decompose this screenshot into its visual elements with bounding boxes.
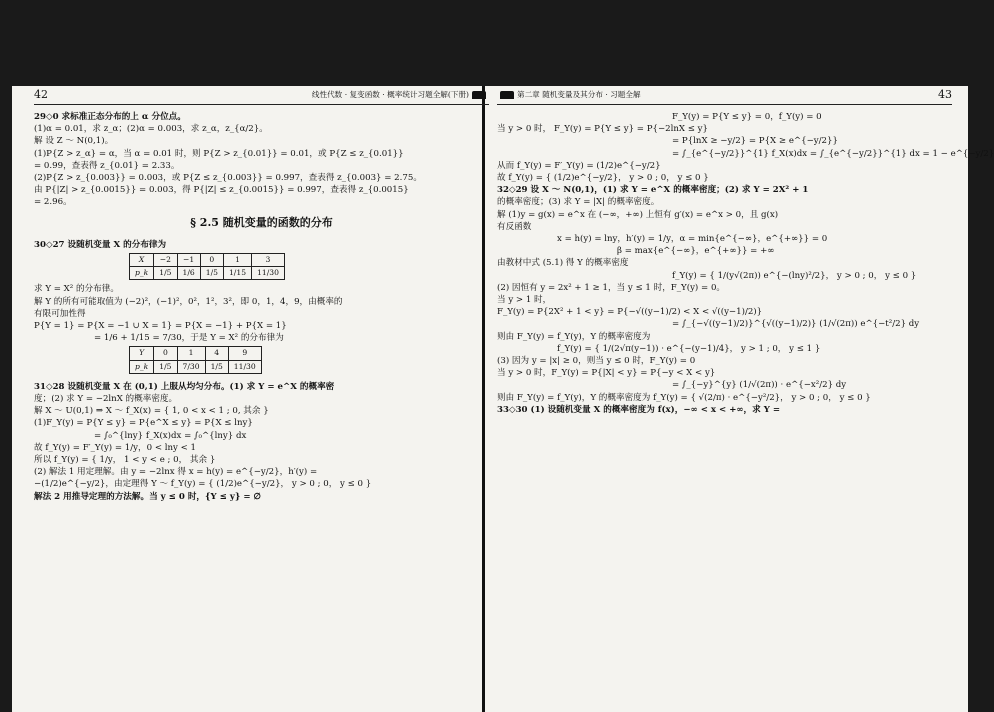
text-line: 求 Y = X² 的分布律。: [34, 284, 119, 295]
table-cell: 1/15: [223, 267, 251, 280]
text-line: β = max{e^{−∞}，e^{+∞}} = +∞: [617, 246, 775, 257]
right-page: [497, 86, 994, 706]
text-line: 32◇29 设 X ～ N(0,1)，(1) 求 Y = e^X 的概率密度；(2) 求 Y = 2X² + 1: [497, 185, 809, 196]
table-cell: 11/30: [252, 267, 285, 280]
left-page-header: [34, 86, 489, 105]
text-line: 的概率密度；(3) 求 Y = |X| 的概率密度。: [497, 197, 660, 208]
text-line: P{Y = 1} = P{X = −1 ∪ X = 1} = P{X = −1} + P{X = 1}: [34, 321, 287, 332]
text-line: (3) 因为 y = |x| ≥ 0，则当 y ≤ 0 时，F_Y(y) = 0: [497, 356, 696, 367]
table-cell: 1/5: [200, 267, 223, 280]
text-line: (2) 因恒有 y = 2x² + 1 ≥ 1，当 y ≤ 1 时，F_Y(y) = 0。: [497, 282, 726, 293]
text-line: = 0.99，查表得 z_{0.01} = 2.33。: [34, 160, 180, 171]
graduation-cap-icon: [500, 91, 514, 99]
text-line: 度；(2) 求 Y = −2lnX 的概率密度。: [34, 394, 178, 405]
text-line: 解 设 Z ～ N(0,1)。: [34, 136, 114, 147]
page-number: 43: [938, 87, 952, 101]
text-line: x = h(y) = lny，h′(y) = 1/y，α = min{e^{−∞}，e^{+∞}} = 0: [557, 234, 828, 245]
text-line: 当 y > 1 时，: [497, 295, 552, 306]
text-line: 30◇27 设随机变量 X 的分布律为: [34, 239, 167, 250]
table-cell: p_k: [130, 360, 154, 373]
table-cell: X: [130, 254, 154, 267]
text-line: 则由 F_Y(y) = f_Y(y)，Y 的概率密度为 f_Y(y) = { √(2/π) · e^{−y²/2}， y > 0 ; 0， y ≤ 0 }: [497, 392, 871, 403]
text-line: f_Y(y) = { 1/(2√π(y−1)) · e^{−(y−1)/4}， y > 1 ; 0， y ≤ 1 }: [557, 343, 821, 354]
text-line: (2)P{Z > z_{0.003}} = 0.003，或 P{Z ≤ z_{0.003}} = 0.997，查表得 z_{0.003} = 2.75。: [34, 173, 422, 184]
table-cell: −2: [154, 254, 177, 267]
table-cell: 0: [200, 254, 223, 267]
graduation-cap-icon: [472, 91, 486, 99]
left-block-d: [34, 381, 489, 503]
text-line: 解 (1)y = g(x) = e^x 在 (−∞，+∞) 上恒有 g′(x) = e^x > 0，且 g(x): [497, 209, 779, 220]
left-block-c: [34, 283, 489, 344]
table-cell: Y: [130, 347, 154, 360]
page-number: 42: [34, 87, 48, 101]
text-line: = ∫₀^{lny} f_X(x)dx = ∫₀^{lny} dx: [94, 430, 247, 441]
table-row: [130, 360, 262, 373]
table-cell: 1/5: [154, 267, 177, 280]
text-line: 29◇0 求标准正态分布的上 α 分位点。: [34, 112, 186, 122]
text-line: (1)F_Y(y) = P{Y ≤ y} = P{e^X ≤ y} = P{X ≤ lny}: [34, 418, 253, 429]
left-block-a: [34, 111, 489, 209]
text-line: 所以 f_Y(y) = { 1/y， 1 < y < e ; 0， 其余 }: [34, 455, 216, 466]
text-line: F_Y(y) = P{Y ≤ y} = 0，f_Y(y) = 0: [672, 112, 822, 122]
text-line: f_Y(y) = { 1/(y√(2π)) e^{−(lny)²/2}， y > 0 ; 0， y ≤ 0 }: [672, 270, 917, 281]
text-line: 由 P{|Z| > z_{0.0015}} = 0.003，得 P{|Z| ≤ z_{0.0015}} = 0.997，查表得 z_{0.0015}: [34, 185, 409, 196]
text-line: 当 y > 0 时，F_Y(y) = P{|X| < y} = P{−y < X < y}: [497, 368, 716, 379]
text-line: = ∫_{e^{−y/2}}^{1} f_X(x)dx = ∫_{e^{−y/2}}^{1} dx = 1 − e^{−y/2}: [672, 148, 994, 159]
text-line: 当 y > 0 时， F_Y(y) = P{Y ≤ y} = P{−2lnX ≤ y}: [497, 124, 709, 135]
text-line: 有限可加性得: [34, 308, 86, 319]
text-line: = 1/6 + 1/15 = 7/30，于是 Y = X² 的分布律为: [94, 333, 284, 344]
table-cell: 1: [177, 347, 205, 360]
text-line: 从而 f_Y(y) = F′_Y(y) = (1/2)e^{−y/2}: [497, 160, 661, 171]
text-line: = P{lnX ≥ −y/2} = P{X ≥ e^{−y/2}}: [672, 136, 838, 147]
table-cell: 4: [205, 347, 228, 360]
table-cell: 1/6: [177, 267, 200, 280]
running-title: 第二章 随机变量及其分布 · 习题全解: [497, 89, 641, 101]
text-line: (1)α = 0.01，求 z_α；(2)α = 0.003，求 z_α，z_{α/2}。: [34, 124, 268, 135]
text-line: 解 Y 的所有可能取值为 (−2)²，(−1)²，0²，1²，3²，即 0，1，4，9，由概率的: [34, 296, 343, 307]
table-cell: 11/30: [228, 360, 261, 373]
table-row: [130, 347, 262, 360]
text-line: 解 X ～ U(0,1) ⇒ X ～ f_X(x) = { 1, 0 < x < 1 ; 0, 其余 }: [34, 406, 269, 417]
text-line: 故 f_Y(y) = F′_Y(y) = 1/y，0 < lny < 1: [34, 442, 197, 453]
running-title: 线性代数 · 复变函数 · 概率统计习题全解(下册): [312, 89, 489, 101]
text-line: (1)P{Z > z_α} = α，当 α = 0.01 时，则 P{Z > z_{0.01}} = 0.01，或 P{Z ≤ z_{0.01}}: [34, 148, 404, 159]
text-line: 31◇28 设随机变量 X 在 (0,1) 上服从均匀分布。(1) 求 Y = e^X 的概率密: [34, 381, 335, 392]
book-spread: [12, 86, 994, 712]
text-line: 有反函数: [497, 221, 532, 232]
text-line: 由教材中式 (5.1) 得 Y 的概率密度: [497, 258, 629, 269]
table-cell: 1: [223, 254, 251, 267]
distribution-table-y: [129, 346, 262, 373]
distribution-table-x: [129, 253, 285, 280]
table-cell: 9: [228, 347, 261, 360]
left-block-b: [34, 239, 489, 251]
table-cell: 3: [252, 254, 285, 267]
table-cell: 0: [154, 347, 177, 360]
text-line: = ∫_{−y}^{y} (1/√(2π)) · e^{−x²/2} dy: [672, 380, 847, 391]
table-row: [130, 254, 285, 267]
text-line: 故 f_Y(y) = { (1/2)e^{−y/2}， y > 0 ; 0， y ≤ 0 }: [497, 173, 709, 184]
table-cell: p_k: [130, 267, 154, 280]
table-cell: 1/5: [205, 360, 228, 373]
table-cell: −1: [177, 254, 200, 267]
left-page: [34, 86, 489, 706]
text-line: (2) 解法 1 用定理解。由 y = −2lnx 得 x = h(y) = e^{−y/2}，h′(y) =: [34, 467, 318, 478]
text-line: −(1/2)e^{−y/2}，由定理得 Y ～ f_Y(y) = { (1/2)e^{−y/2}， y > 0 ; 0， y ≤ 0 }: [34, 479, 372, 490]
table-cell: 1/5: [154, 360, 177, 373]
text-line: = 2.96。: [34, 197, 72, 208]
section-heading: § 2.5 随机变量的函数的分布: [190, 215, 333, 229]
right-page-header: [497, 86, 952, 105]
text-line: = ∫_{−√((y−1)/2)}^{√((y−1)/2)} (1/√(2π)) e^{−t²/2} dy: [672, 319, 920, 330]
table-row: [130, 267, 285, 280]
text-line: 解法 2 用推导定理的方法解。当 y ≤ 0 时，{Y ≤ y} = ∅: [34, 491, 262, 502]
right-block: [497, 111, 994, 416]
text-line: F_Y(y) = P{2X² + 1 < y} = P{−√((y−1)/2) < X < √((y−1)/2)}: [497, 307, 763, 318]
text-line: 33◇30 (1) 设随机变量 X 的概率密度为 f(x)，−∞ < x < +∞，求 Y =: [497, 404, 781, 415]
table-cell: 7/30: [177, 360, 205, 373]
text-line: 则由 F_Y(y) = f_Y(y)，Y 的概率密度为: [497, 331, 651, 342]
